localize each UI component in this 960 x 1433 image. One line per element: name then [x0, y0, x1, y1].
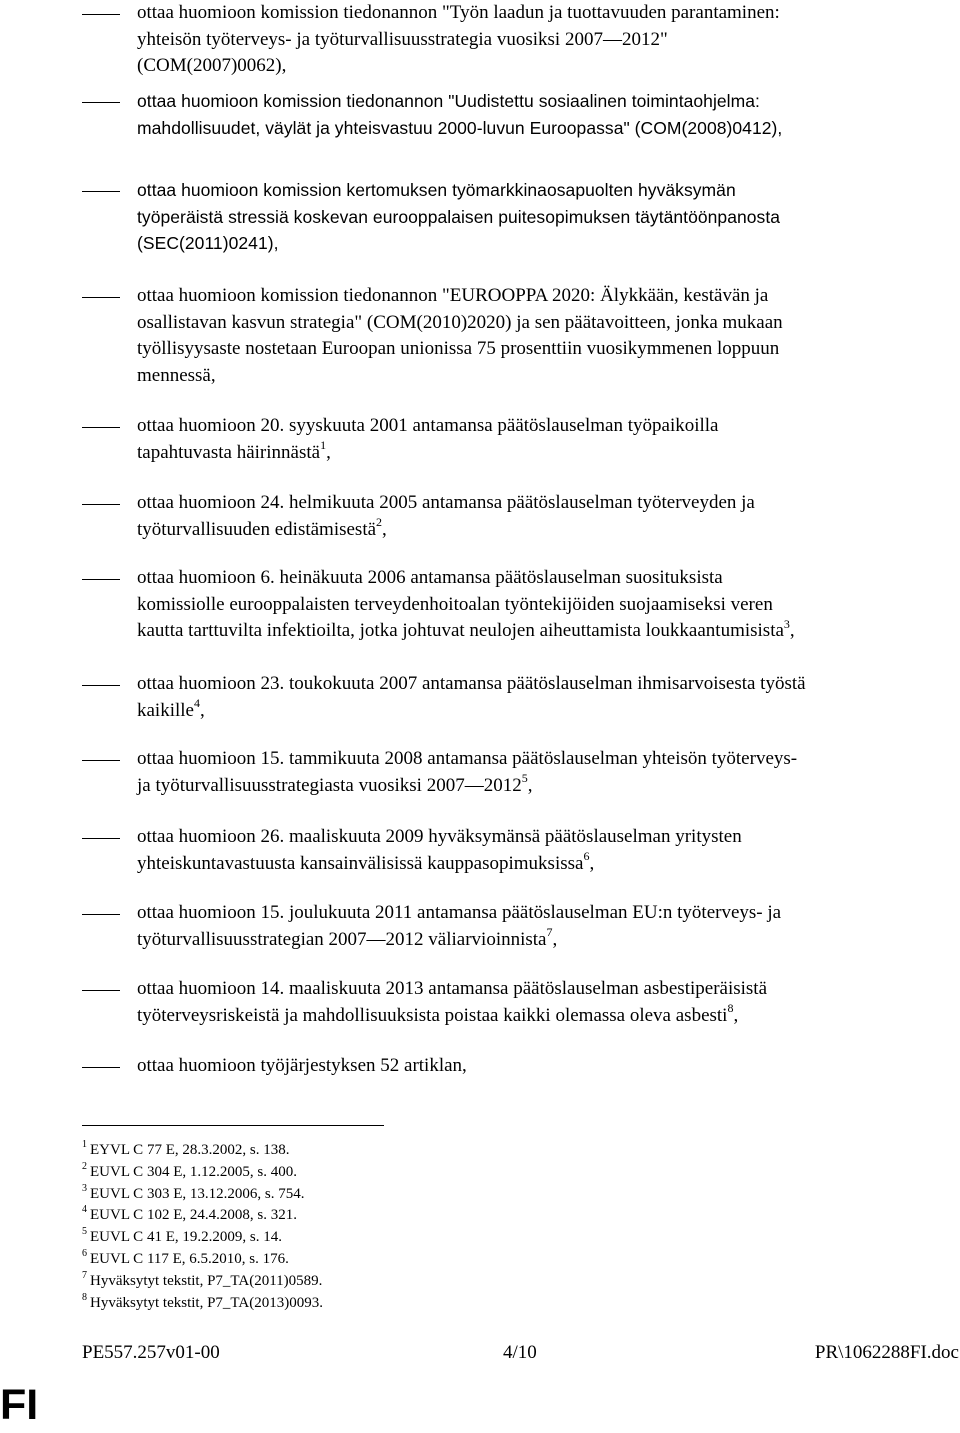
recital-line: [137, 565, 957, 592]
footnotes: [82, 1140, 682, 1314]
recital-line-text: ottaa huomioon komission kertomuksen työmarkkinaosapuolten hyväksymän: [137, 180, 736, 200]
footnote-text: EUVL C 304 E, 1.12.2005, s. 400.: [90, 1163, 297, 1180]
recital-line-text: ottaa huomioon 20. syyskuuta 2001 antamansa päätöslauselman työpaikoilla: [137, 415, 719, 436]
recital-line-text: komissiolle eurooppalaisten terveydenhoitoalan työntekijöiden suojaamiseksi veren: [137, 593, 773, 615]
recital-line-text: (SEC(2011)0241),: [137, 233, 279, 253]
recital-text: [137, 565, 957, 645]
footnote-number: 1: [82, 1139, 87, 1150]
footnote-separator: [82, 1125, 384, 1126]
footnote-item: [82, 1227, 682, 1249]
recital-line-text: ottaa huomioon 26. maaliskuuta 2009 hyväksymänsä päätöslauselman yritysten: [137, 826, 742, 847]
recital-line-text: yhteiskuntavastuusta kansainvälisissä kauppasopimuksissa: [137, 852, 584, 874]
recital-line-text: ja työturvallisuusstrategiasta vuosiksi 2007—2012: [137, 774, 522, 796]
recital-text: [137, 900, 957, 953]
recital-line: [137, 204, 957, 231]
recital-line: [137, 88, 957, 115]
recital-line-end: ,: [789, 620, 795, 641]
recital-line: [137, 336, 957, 363]
footnote-ref[interactable]: 2: [376, 515, 383, 530]
recital-line: [137, 900, 957, 927]
recital-line-text: työturvallisuusstrategian 2007—2012 väliarvioinnista: [137, 928, 547, 950]
footnote-item: [82, 1249, 682, 1271]
dash-bullet: [82, 760, 120, 761]
recital-line: [137, 0, 957, 27]
recital-line: [137, 27, 957, 54]
language-code: FI: [0, 1381, 39, 1429]
recital-text: [137, 824, 957, 877]
dash-bullet: [82, 427, 120, 428]
recital-line-text: yhteisön työterveys- ja työturvallisuusstrategia vuosiksi 2007—2012": [137, 28, 668, 50]
recital-text: [137, 0, 957, 80]
footnote-number: 2: [82, 1160, 87, 1172]
recital-line: [137, 230, 957, 257]
recital-line-text: ottaa huomioon työjärjestyksen 52 artiklan,: [137, 1055, 467, 1076]
footer-page-number: 4/10: [503, 1342, 537, 1363]
recital-line: [137, 927, 957, 954]
recital-line-text: ottaa huomioon komission tiedonannon "Uudistettu sosiaalinen toimintaohjelma:: [137, 91, 760, 111]
footnote-number: 7: [82, 1269, 87, 1281]
recital-line: [137, 824, 957, 851]
dash-bullet: [82, 579, 120, 580]
recital-line: [137, 490, 957, 517]
footer-doc-ref: PE557.257v01-00: [82, 1342, 220, 1363]
recital-text: [137, 88, 957, 141]
recital-line-end: ,: [552, 928, 558, 950]
recital-line-text: ottaa huomioon komission tiedonannon "Työn laadun ja tuottavuuden parantaminen:: [137, 2, 780, 23]
recital-line: [137, 363, 957, 390]
recital-text: [137, 976, 957, 1029]
footnote-number: 4: [82, 1204, 87, 1216]
recital-line-text: (COM(2007)0062),: [137, 55, 287, 76]
dash-bullet: [82, 990, 120, 991]
recital-line: [137, 1053, 957, 1080]
recital-line: [137, 773, 957, 800]
recital-line-text: tapahtuvasta häirinnästä: [137, 441, 321, 463]
dash-bullet: [82, 838, 120, 839]
footnote-ref[interactable]: 7: [546, 925, 553, 940]
recital-text: [137, 283, 957, 389]
footnote-text: EUVL C 102 E, 24.4.2008, s. 321.: [90, 1207, 297, 1224]
recital-line: [137, 976, 957, 1003]
recital-line: [137, 440, 957, 467]
footnote-ref[interactable]: 6: [583, 849, 590, 864]
recital-line: [137, 53, 957, 80]
recital-text: [137, 490, 957, 543]
dash-bullet: [82, 297, 120, 298]
recital-text: [137, 413, 957, 466]
dash-bullet: [82, 14, 120, 15]
recital-line-text: osallistavan kasvun strategia" (COM(2010)2020) ja sen päätavoitteen, jonka mukaan: [137, 311, 783, 333]
recital-line-text: ottaa huomioon komission tiedonannon "EUROOPPA 2020: Älykkään, kestävän ja: [137, 285, 769, 306]
recital-text: [137, 177, 957, 257]
footnote-text: EUVL C 41 E, 19.2.2009, s. 14.: [90, 1229, 282, 1246]
footnote-ref[interactable]: 3: [783, 616, 790, 631]
recital-line: [137, 671, 957, 698]
footnote-number: 8: [82, 1291, 87, 1303]
footnote-text: EYVL C 77 E, 28.3.2002, s. 138.: [90, 1142, 290, 1158]
recital-line-text: ottaa huomioon 23. toukokuuta 2007 antamansa päätöslauselman ihmisarvoisesta työstä: [137, 673, 806, 694]
recital-line-text: mahdollisuudet, väylät ja yhteisvastuu 2000-luvun Euroopassa" (COM(2008)0412),: [137, 117, 783, 138]
recital-line-text: työllisyysaste nostetaan Euroopan unionissa 75 prosenttiin vuosikymmenen loppuun: [137, 338, 780, 359]
recital-line-end: ,: [733, 1004, 739, 1026]
footnote-text: EUVL C 303 E, 13.12.2006, s. 754.: [90, 1185, 305, 1202]
footnote-number: 6: [82, 1247, 87, 1259]
footnote-ref[interactable]: 5: [521, 771, 528, 786]
footnote-text: Hyväksytyt tekstit, P7_TA(2011)0589.: [90, 1272, 323, 1289]
recital-line: [137, 1003, 957, 1030]
recital-line-text: ottaa huomioon 15. tammikuuta 2008 antamansa päätöslauselman yhteisön työterveys-: [137, 748, 798, 769]
recital-line-text: ottaa huomioon 24. helmikuuta 2005 antamansa päätöslauselman työterveyden ja: [137, 492, 755, 513]
recital-line-text: mennessä,: [137, 364, 216, 386]
recital-text: [137, 1053, 957, 1080]
recital-line-text: työturvallisuuden edistämisestä: [137, 518, 377, 540]
footnote-ref[interactable]: 1: [320, 438, 327, 453]
recital-line-end: ,: [589, 852, 595, 874]
recital-line-end: ,: [326, 441, 331, 463]
recital-line-text: työperäistä stressiä koskevan eurooppalaisen puitesopimuksen täytäntöönpanosta: [137, 206, 781, 227]
recital-text: [137, 746, 957, 799]
recital-line-text: työterveysriskeistä ja mahdollisuuksista poistaa kaikki olemassa oleva asbesti: [137, 1004, 728, 1026]
recital-line-end: ,: [199, 699, 205, 721]
footnote-ref[interactable]: 8: [727, 1001, 734, 1016]
footnote-number: 5: [82, 1226, 87, 1238]
recital-line-text: kaikille: [137, 699, 194, 721]
dash-bullet: [82, 914, 120, 915]
recital-text: [137, 671, 957, 724]
footnote-item: [82, 1184, 682, 1206]
dash-bullet: [82, 1067, 120, 1068]
recital-line: [137, 618, 957, 645]
recital-line-end: ,: [527, 774, 533, 796]
recital-line-text: ottaa huomioon 15. joulukuuta 2011 antamansa päätöslauselman EU:n työterveys- ja: [137, 902, 782, 923]
recital-line: [137, 746, 957, 773]
recital-line: [137, 115, 957, 142]
footer-file-name: PR\1062288FI.doc: [814, 1342, 959, 1363]
recital-line: [137, 310, 957, 337]
recital-line: [137, 517, 957, 544]
footnote-item: [82, 1293, 682, 1315]
footnote-ref[interactable]: 4: [193, 696, 200, 711]
dash-bullet: [82, 504, 120, 505]
footnote-text: EUVL C 117 E, 6.5.2010, s. 176.: [90, 1250, 289, 1267]
recital-line: [137, 592, 957, 619]
footnote-item: [82, 1205, 682, 1227]
recital-line-text: kautta tarttuvilta infektioilta, jotka johtuvat neulojen aiheuttamista loukkaantumisista: [137, 620, 784, 641]
recital-line-end: ,: [382, 518, 387, 540]
footnote-item: [82, 1271, 682, 1293]
recital-line-text: ottaa huomioon 6. heinäkuuta 2006 antamansa päätöslauselman suosituksista: [137, 567, 723, 588]
footnote-item: [82, 1140, 682, 1162]
recital-line: [137, 283, 957, 310]
recital-line: [137, 698, 957, 725]
dash-bullet: [82, 191, 120, 192]
recital-line: [137, 413, 957, 440]
recital-line: [137, 177, 957, 204]
footnote-text: Hyväksytyt tekstit, P7_TA(2013)0093.: [90, 1294, 323, 1311]
recital-line: [137, 851, 957, 878]
footnote-number: 3: [82, 1182, 87, 1194]
dash-bullet: [82, 685, 120, 686]
dash-bullet: [82, 102, 120, 103]
recital-line-text: ottaa huomioon 14. maaliskuuta 2013 antamansa päätöslauselman asbestiperäisistä: [137, 978, 768, 999]
footnote-item: [82, 1162, 682, 1184]
